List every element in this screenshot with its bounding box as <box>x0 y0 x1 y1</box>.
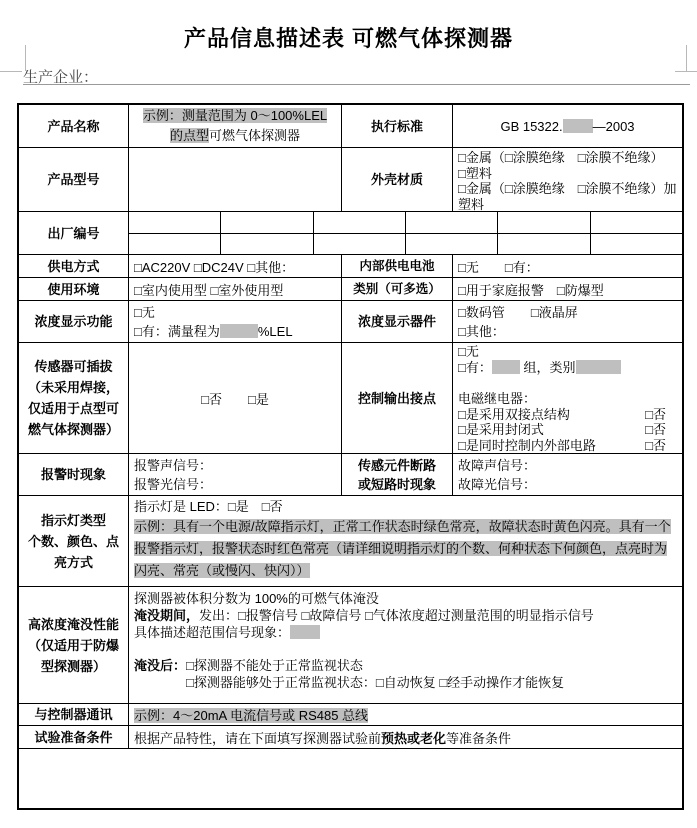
standard-year: —2003 <box>592 118 635 134</box>
row-indicator-lights <box>19 496 682 587</box>
control-output-category-label: 组，类别 <box>523 359 576 375</box>
relay-q1-no[interactable]: □否 <box>645 406 666 422</box>
serial-cell[interactable] <box>221 234 313 255</box>
margin-mark-left-horizontal <box>0 71 22 72</box>
row-product-model <box>19 148 682 212</box>
relay-question-2[interactable] <box>458 422 666 438</box>
control-output-options <box>453 343 682 453</box>
environment-options[interactable]: □室内使用型 □室外使用型 <box>129 278 342 300</box>
test-preparation-bold: 预热或老化 <box>381 730 447 746</box>
over-range-prefix: 具体描述超范围信号现象： <box>134 624 291 640</box>
high-concentration-content <box>129 587 682 703</box>
indicator-lights-label-l2: 个数、颜色、点 <box>27 533 119 549</box>
sensor-pluggable-label <box>19 343 129 453</box>
standard-part-blank[interactable] <box>563 119 593 133</box>
control-output-has[interactable] <box>458 360 677 376</box>
relay-q2-no[interactable]: □否 <box>645 422 666 438</box>
standard-number-prefix: GB 15322. <box>500 118 563 134</box>
fault-light-signal[interactable]: 故障光信号： <box>458 477 537 492</box>
serial-number-grid <box>129 212 682 254</box>
test-preparation-content <box>129 726 682 748</box>
fault-sound-signal[interactable]: 故障声信号： <box>458 458 537 473</box>
environment-label: 使用环境 <box>19 278 129 300</box>
relay-q2-text: □是采用封闭式 <box>458 422 544 438</box>
row-power-supply <box>19 255 682 278</box>
product-name-example-line2-hl: 的点型 <box>169 128 209 143</box>
internal-battery-options[interactable]: □无 □有： <box>458 259 539 275</box>
alarm-phenomenon-label: 报警时现象 <box>19 454 129 495</box>
serial-cell[interactable] <box>314 234 406 255</box>
indicator-lights-label-l3: 亮方式 <box>53 554 93 570</box>
full-scale-blank[interactable] <box>220 324 258 338</box>
alarm-light-signal[interactable]: 报警光信号： <box>134 477 213 492</box>
manufacturer-fill-line[interactable] <box>23 84 690 85</box>
row-test-preparation-fill <box>19 749 682 808</box>
power-supply-options[interactable]: □AC220V □DC24V □其他： <box>129 255 342 277</box>
over-range-description[interactable] <box>134 625 677 642</box>
fault-phenomenon-label <box>342 454 453 495</box>
standard-value[interactable] <box>453 105 682 147</box>
test-preparation-fill-area[interactable] <box>19 749 682 808</box>
serial-cell[interactable] <box>591 212 682 233</box>
high-concentration-label-l1: 高浓度淹没性能 <box>27 616 119 632</box>
serial-cell[interactable] <box>129 212 221 233</box>
serial-grid-row <box>129 212 682 234</box>
sensor-pluggable-label-l3: 仅适用于点型可 <box>27 401 119 416</box>
product-name-example[interactable] <box>129 105 342 147</box>
shell-option-plastic[interactable]: □塑料 <box>458 165 492 181</box>
fault-phenomenon-label-l1: 传感元件断路 <box>357 457 436 473</box>
alarm-signals <box>129 454 342 495</box>
shell-material-options <box>453 148 682 211</box>
row-environment <box>19 278 682 301</box>
internal-battery-label: 内部供电电池 <box>342 255 453 277</box>
sensor-pluggable-label-l2: （未采用焊接， <box>27 380 119 395</box>
control-output-label: 控制输出接点 <box>342 343 453 453</box>
controller-communication-label: 与控制器通讯 <box>19 704 129 725</box>
shell-option-metal-plus-line2[interactable]: 塑料 <box>458 196 485 212</box>
category-blank[interactable] <box>576 360 621 374</box>
indicator-lights-label-l1: 指示灯类型 <box>40 512 106 528</box>
relay-question-1[interactable] <box>458 407 666 423</box>
display-device-label: 浓度显示器件 <box>342 301 453 342</box>
product-info-table <box>17 103 684 810</box>
concentration-display-label: 浓度显示功能 <box>19 301 129 342</box>
serial-cell[interactable] <box>406 212 498 233</box>
concentration-none-option[interactable]: □无 <box>134 305 155 320</box>
after-immersion-bold: 淹没后： <box>134 658 187 674</box>
high-concentration-label-l2: （仅适用于防爆 <box>27 637 119 653</box>
display-device-other[interactable]: □其他： <box>458 324 505 339</box>
relay-question-3[interactable] <box>458 438 666 454</box>
row-controller-communication <box>19 704 682 726</box>
standard-label: 执行标准 <box>342 105 453 147</box>
groups-blank[interactable] <box>492 360 520 374</box>
serial-cell[interactable] <box>221 212 313 233</box>
controller-communication-content[interactable] <box>129 704 682 725</box>
display-device-line1[interactable]: □数码管 □液晶屏 <box>458 305 578 320</box>
product-model-input[interactable] <box>129 148 342 211</box>
page-title: 产品信息描述表 可燃气体探测器 <box>183 26 514 51</box>
indicator-lights-label <box>19 496 129 586</box>
after-immersion-line1[interactable] <box>134 658 677 675</box>
relay-title: 电磁继电器： <box>458 391 537 407</box>
fault-phenomenon-label-l2: 或短路时现象 <box>357 476 436 492</box>
sensor-pluggable-label-l1: 传感器可插拔 <box>34 359 113 374</box>
row-concentration-display <box>19 301 682 343</box>
row-high-concentration <box>19 587 682 704</box>
indicator-example <box>134 516 677 582</box>
concentration-range-option[interactable] <box>134 322 336 341</box>
control-output-has-prefix: □有： <box>458 359 492 375</box>
indicator-example-text: 示例：具有一个电源/故障指示灯，正常工作状态时绿色常亮，故障状态时黄色闪亮。具有一个报警指示灯，报警状态时红色常亮（请详细说明指示灯的个数、何种状态下何颜色，点亮时为闪亮、常亮（或慢闪、快闪）） <box>134 519 671 578</box>
relay-q3-text: □是同时控制内外部电路 <box>458 437 596 453</box>
category-label: 类别（可多选） <box>342 278 453 300</box>
row-test-preparation <box>19 726 682 749</box>
relay-q1-text: □是采用双接点结构 <box>458 406 570 422</box>
serial-number-label: 出厂编号 <box>19 212 129 254</box>
control-output-none[interactable]: □无 <box>458 344 479 359</box>
indicator-lights-content <box>129 496 682 586</box>
row-product-name <box>19 105 682 148</box>
serial-cell[interactable] <box>406 234 498 255</box>
serial-grid-row <box>129 234 682 255</box>
after-immersion-line2[interactable]: □探测器能够处于正常监视状态：□自动恢复 □经手动操作才能恢复 <box>186 675 565 691</box>
margin-mark-right-vertical <box>686 45 687 71</box>
full-scale-unit: %LEL <box>257 324 293 339</box>
row-alarm-phenomenon <box>19 454 682 496</box>
margin-mark-right-horizontal <box>675 71 697 72</box>
display-device-options <box>453 301 682 342</box>
fault-signals <box>453 454 682 495</box>
product-model-label: 产品型号 <box>19 148 129 211</box>
product-name-example-line1: 示例：测量范围为 0～100%LEL <box>142 108 328 123</box>
test-preparation-pre: 根据产品特性，请在下面填写探测器试验前 <box>134 730 382 746</box>
high-concentration-label-l3: 型探测器） <box>40 658 106 674</box>
serial-cell[interactable] <box>129 234 221 255</box>
serial-cell[interactable] <box>498 212 590 233</box>
power-supply-label: 供电方式 <box>19 255 129 277</box>
during-immersion-options[interactable] <box>134 608 677 625</box>
led-question[interactable]: 指示灯是 LED：□是 □否 <box>134 499 283 514</box>
relay-q3-no[interactable]: □否 <box>645 437 666 453</box>
over-range-blank[interactable] <box>290 625 320 639</box>
concentration-display-options <box>129 301 342 342</box>
serial-cell[interactable] <box>591 234 682 255</box>
sensor-pluggable-options[interactable]: □否 □是 <box>129 343 342 453</box>
row-serial-number <box>19 212 682 255</box>
product-name-example-line2-rest: 可燃气体探测器 <box>209 128 301 143</box>
test-preparation-post: 等准备条件 <box>446 730 512 746</box>
alarm-sound-signal[interactable]: 报警声信号： <box>134 458 213 473</box>
sensor-pluggable-label-l4: 燃气体探测器） <box>27 422 119 437</box>
full-scale-prefix: □有：满量程为 <box>134 324 220 339</box>
immersion-description: 探测器被体积分数为 100%的可燃气体淹没 <box>134 591 379 606</box>
serial-cell[interactable] <box>498 234 590 255</box>
communication-example: 示例：4～20mA 电流信号或 RS485 总线 <box>134 708 369 723</box>
during-immersion-rest: 发出：□报警信号 □故障信号 □气体浓度超过测量范围的明显指示信号 <box>199 607 594 623</box>
manufacturer-label: 生产企业： <box>23 69 99 86</box>
product-name-label: 产品名称 <box>19 105 129 147</box>
shell-option-metal-plus-line1[interactable]: □金属（□涂膜绝缘 □涂膜不绝缘）加 <box>458 181 677 197</box>
category-options[interactable]: □用于家庭报警 □防爆型 <box>458 282 604 298</box>
during-immersion-bold: 淹没期间， <box>134 607 200 623</box>
shell-option-metal[interactable]: □金属（□涂膜绝缘 □涂膜不绝缘） <box>458 150 664 165</box>
serial-cell[interactable] <box>314 212 406 233</box>
shell-material-label: 外壳材质 <box>342 148 453 211</box>
row-sensor-pluggable <box>19 343 682 454</box>
after-immersion-option1: □探测器不能处于正常监视状态 <box>186 658 363 674</box>
high-concentration-label <box>19 587 129 703</box>
test-preparation-label: 试验准备条件 <box>19 726 129 748</box>
